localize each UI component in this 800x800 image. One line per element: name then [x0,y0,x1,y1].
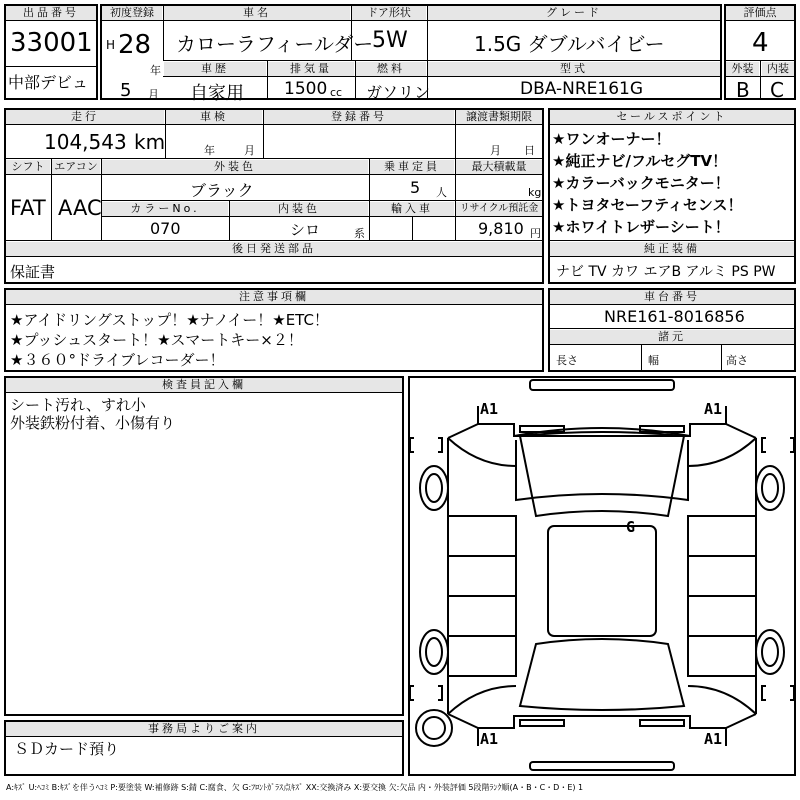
transfer-day-unit: 日 [524,144,535,157]
transfer-header: 譲渡書類期限 [456,110,542,124]
damage-legend: A:ｷｽﾞ U:ﾍｺﾐ B:ｷｽﾞを伴うﾍｺﾐ P:要塗装 W:補修跡 S:錆 C:腐食、欠 G:ﾌﾛﾝﾄｶﾞﾗｽ点ｷｽﾞ XX:交換済み X:要交換 欠:欠品 内・外装評価 5段階ﾗﾝｸ順(A・B・C・D・E) 1 [6,783,584,792]
interior-header: 内装 [762,62,794,76]
color-no-header: カラーNo. [102,202,228,216]
recycle-header: リサイクル預託金 [456,202,542,216]
lot-number: 33001 [10,28,93,58]
shift-header: シフト [6,160,50,174]
color-number: 070 [150,219,181,238]
capacity-value: 5 [410,178,421,197]
interior-color-suffix: 系 [354,227,365,240]
damage-front-left: A1 [480,400,499,418]
notes-list [10,310,329,370]
door-type: 5W [372,28,408,53]
inspection-month-unit: 月 [244,144,255,157]
inspection-header: 車検 [166,110,262,124]
exterior-score: B [736,78,750,102]
first-reg-year: 28 [118,30,152,60]
model-code-header: 型式 [428,62,720,76]
selling-point: ★トヨタセーフティセンス！ [552,196,743,214]
damage-roof: G [626,518,636,536]
office-header: 事務局よりご案内 [6,722,402,736]
transfer-month-unit: 月 [490,144,501,157]
note-line: ★３６０°ドライブレコーダー！ [10,351,225,369]
mileage-value: 104,543 [44,130,127,154]
recycle-value: 9,810 [478,219,524,238]
max-load-header: 最大積載量 [456,160,542,174]
score-header: 評価点 [726,6,794,20]
grade-header: グレード [428,6,720,20]
car-diagram [408,376,796,776]
displacement-header: 排気量 [268,62,354,76]
spec-length: 長さ [556,354,578,367]
selling-point: ★ホワイトレザーシート！ [552,218,730,236]
spec-width: 幅 [648,354,659,367]
spec-height: 高さ [726,354,748,367]
damage-rear-left: A1 [480,730,499,748]
damage-rear-right: A1 [704,730,723,748]
later-docs: 保証書 [10,263,56,281]
capacity-header: 乗車定員 [370,160,454,174]
displacement-unit: cc [330,86,343,99]
inspection-year-unit: 年 [204,144,215,157]
inspector-notes-list [10,396,175,432]
event-name: 中部デビュ [8,73,89,92]
vehicle-name: カローラフィールダー [176,32,374,56]
era: H [106,38,116,52]
color-name: ブラック [190,181,254,200]
selling-points-list [552,128,742,238]
inspector-header: 検査員記入欄 [6,378,402,392]
capacity-unit: 人 [436,186,447,199]
grade: 1.5G ダブルバイビー [474,32,665,56]
overall-score: 4 [752,28,769,58]
chassis-number: NRE161-8016856 [604,307,745,326]
later-docs-header: 後日発送部品 [6,242,542,256]
std-equip-header: 純正装備 [550,242,794,256]
color-header: 外装色 [102,160,368,174]
aircon-value: AAC [58,196,102,220]
door-header: ドア形状 [352,6,426,20]
year-unit: 年 [150,64,161,77]
office-note: ＳＤカード預り [14,740,120,758]
model-code: DBA-NRE161G [520,79,644,99]
chassis-header: 車台番号 [550,290,794,304]
first-reg-header: 初度登録 [102,6,162,20]
mileage-unit: km [134,130,166,154]
interior-color: シロ [290,221,321,239]
exterior-header: 外装 [726,62,759,76]
aircon-header: エアコン [52,160,100,174]
selling-point: ★ワンオーナー！ [552,130,671,148]
month-unit: 月 [148,88,159,101]
fuel: ガソリン [366,83,431,102]
interior-score: C [770,78,784,102]
inspector-note: シート汚れ、すれ小 [10,396,146,414]
import-header: 輸入車 [370,202,454,216]
specs-header: 諸元 [550,330,794,344]
int-color-header: 内装色 [230,202,368,216]
car-name-header: 車名 [164,6,350,20]
selling-points-header: セールスポイント [550,110,794,124]
mileage-header: 走行 [6,110,164,124]
recycle-unit: 円 [530,227,541,240]
note-line: ★プッシュスタート！★スマートキー×２！ [10,331,303,349]
selling-point: ★カラーバックモニター！ [552,174,730,192]
vehicle-history: 自家用 [190,83,244,104]
first-reg-month: 5 [120,80,132,101]
fuel-header: 燃料 [356,62,426,76]
shift-value: FAT [10,196,46,220]
note-line: ★アイドリングストップ！★ナノイー！★ETC！ [10,311,329,329]
std-equip: ナビ TV カワ エアB アルミ PS PW [556,264,776,280]
selling-point: ★純正ナビ/フルセグTV！ [552,152,728,170]
lot-number-header: 出品番号 [6,6,96,20]
notes-header: 注意事項欄 [6,290,542,304]
history-header: 車歴 [164,62,266,76]
displacement: 1500 [284,79,328,99]
reg-no-header: 登録番号 [264,110,454,124]
damage-front-right: A1 [704,400,723,418]
max-load-unit: kg [528,186,542,199]
inspector-note: 外装鉄粉付着、小傷有り [10,414,176,432]
